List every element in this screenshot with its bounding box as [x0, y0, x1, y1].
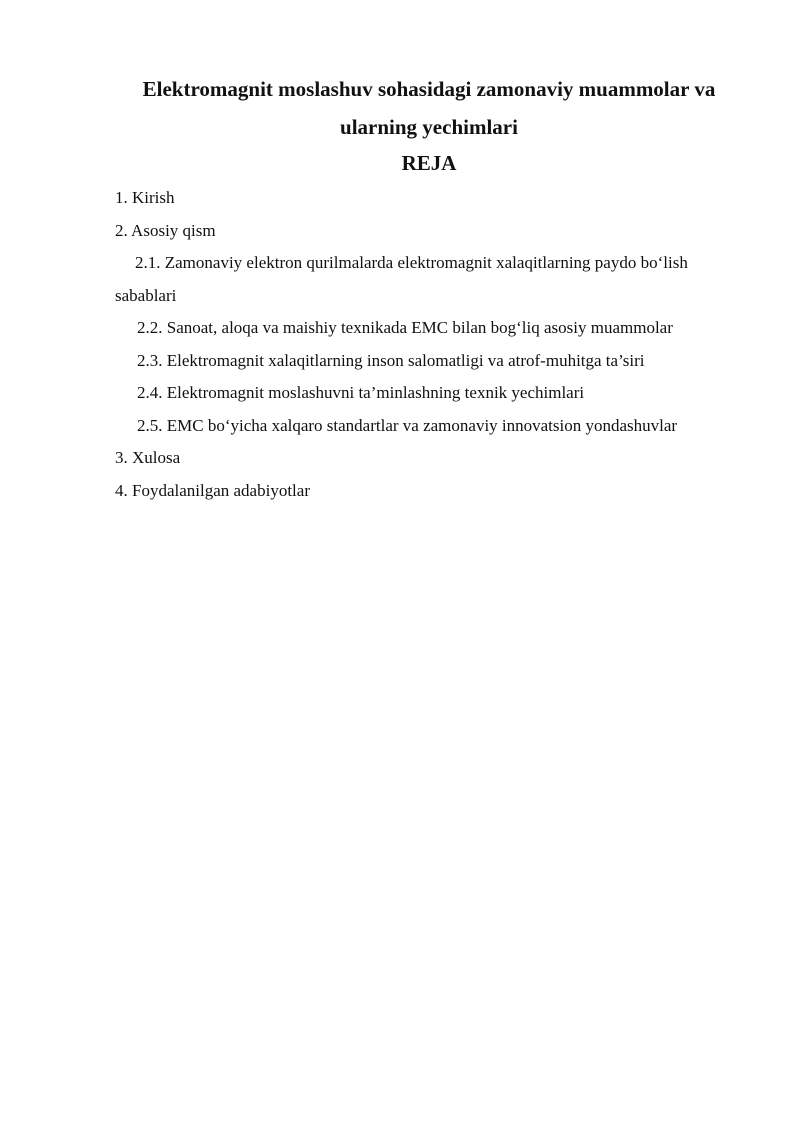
plan-subitem-2-2: 2.2. Sanoat, aloqa va maishiy texnikada EMC bilan bog‘liq asosiy muammolar — [137, 318, 673, 337]
plan-heading: REJA — [401, 151, 457, 175]
document-title — [115, 70, 743, 146]
plan-item-main-part: 2. Asosiy qism — [115, 220, 216, 240]
plan-subitem-2-3: 2.3. Elektromagnit xalaqitlarning inson salomatligi va atrof-muhitga ta’siri — [137, 350, 645, 370]
plan-subitem-2-4: 2.4. Elektromagnit moslashuvni ta’minlashning texnik yechimlari — [137, 383, 585, 402]
plan-subitem-2-5: 2.5. EMC bo‘yicha xalqaro standartlar va zamonaviy innovatsion yondashuvlar — [137, 415, 678, 435]
plan-list — [115, 182, 755, 507]
title-line-1: Elektromagnit moslashuv sohasidagi zamonaviy muammolar va — [142, 77, 716, 101]
title-line-2: ularning yechimlari — [340, 115, 518, 139]
plan-subitem-2-1: 2.1. Zamonaviy elektron qurilmalarda elektromagnit xalaqitlarning paydo bo‘lish — [135, 253, 688, 272]
plan-subitem-2-1-continuation: sabablari — [115, 285, 177, 305]
plan-item-conclusion: 3. Xulosa — [115, 448, 181, 467]
plan-item-references: 4. Foydalanilgan adabiyotlar — [115, 480, 310, 500]
plan-item-introduction: 1. Kirish — [115, 188, 175, 207]
